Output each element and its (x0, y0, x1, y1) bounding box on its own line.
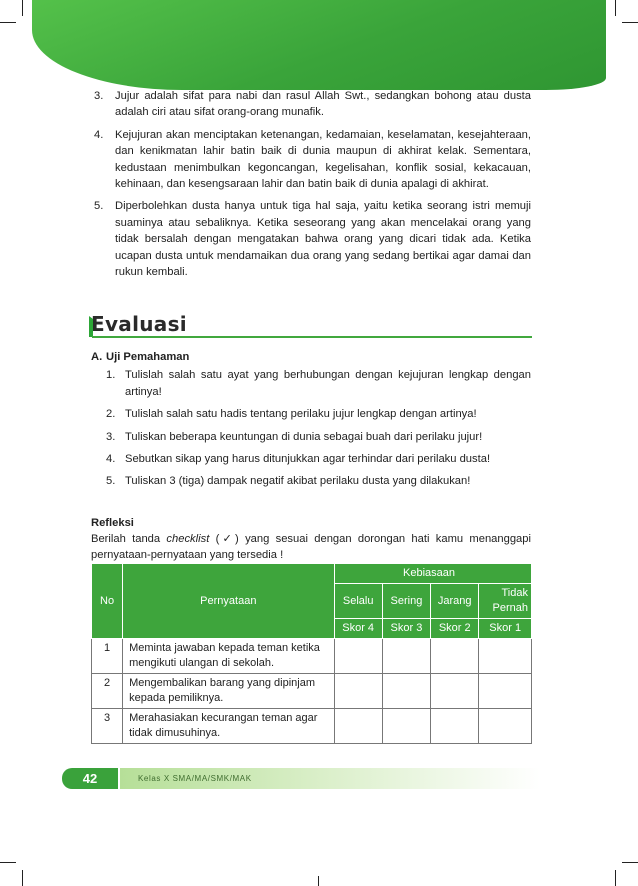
table-row (92, 709, 532, 744)
crop-mark (0, 862, 16, 863)
header-tidak-pernah: Tidak Pernah (479, 584, 532, 619)
checkbox-cell[interactable] (334, 709, 382, 744)
list-item (91, 88, 531, 121)
checkbox-cell[interactable] (479, 639, 532, 674)
item-number: 4. (94, 128, 104, 141)
section-title: Uji Pemahaman (106, 351, 190, 363)
question-number: 3. (106, 430, 116, 443)
header-skor-3: Skor 3 (382, 619, 430, 639)
checkbox-cell[interactable] (382, 639, 430, 674)
heading-divider (160, 336, 532, 338)
uji-pemahaman-section (91, 349, 531, 496)
row-statement: Meminta jawaban kepada teman ketika mengikuti ulangan di sekolah. (123, 639, 334, 674)
book-label: Kelas X SMA/MA/SMK/MAK (138, 774, 252, 783)
checkbox-cell[interactable] (334, 674, 382, 709)
checkbox-cell[interactable] (479, 709, 532, 744)
checkbox-cell[interactable] (431, 674, 479, 709)
kebiasaan-table (91, 563, 532, 744)
question-text: Tulislah salah satu hadis tentang perilaku jujur lengkap dengan artinya! (125, 408, 477, 421)
question-text: Sebutkan sikap yang harus ditunjukkan agar terhindar dari perilaku dusta! (125, 453, 491, 466)
question-number: 4. (106, 453, 116, 466)
header-skor-2: Skor 2 (431, 619, 479, 639)
instruction-text: Berilah tanda (91, 533, 167, 545)
row-statement: Merahasiakan kecurangan teman agar tidak dimusuhinya. (123, 709, 334, 744)
header-jarang: Jarang (431, 584, 479, 619)
continuation-list (91, 88, 531, 286)
table-row (92, 639, 532, 674)
question-item (106, 367, 531, 400)
header-band (32, 0, 606, 90)
checkbox-cell[interactable] (382, 709, 430, 744)
refleksi-title: Refleksi (91, 517, 134, 529)
crop-mark (622, 862, 638, 863)
header-pernyataan: Pernyataan (123, 564, 334, 639)
question-number: 5. (106, 475, 116, 488)
question-text: Tuliskan 3 (tiga) dampak negatif akibat perilaku dusta yang dilakukan! (125, 475, 471, 488)
row-number: 3 (92, 709, 123, 744)
question-text: Tuliskan beberapa keuntungan di dunia sebagai buah dari perilaku jujur! (125, 430, 483, 443)
instruction-italic: checklist (166, 533, 210, 545)
checkbox-cell[interactable] (431, 709, 479, 744)
question-number: 1. (106, 369, 116, 382)
header-skor-1: Skor 1 (479, 619, 532, 639)
question-number: 2. (106, 408, 116, 421)
row-statement: Mengembalikan barang yang dipinjam kepada pemiliknya. (123, 674, 334, 709)
question-item (106, 429, 531, 445)
page-number: 42 (82, 771, 98, 786)
question-list (91, 367, 531, 489)
checkbox-cell[interactable] (334, 639, 382, 674)
instruction-text: (✓) yang sesuai dengan dorongan hati kamu menanggapi pernyataan-pernyataan yang tersedia ! (91, 533, 531, 561)
table-row (92, 674, 532, 709)
crop-mark (622, 22, 638, 23)
checkbox-cell[interactable] (382, 674, 430, 709)
header-no: No (92, 564, 123, 639)
list-item (91, 127, 531, 193)
evaluasi-heading: Evaluasi (91, 312, 187, 336)
crop-mark (615, 0, 616, 16)
item-number: 5. (94, 200, 104, 213)
row-number: 1 (92, 639, 123, 674)
question-item (106, 451, 531, 467)
checkbox-cell[interactable] (479, 674, 532, 709)
header-selalu: Selalu (334, 584, 382, 619)
header-kebiasaan: Kebiasaan (334, 564, 531, 584)
question-item (106, 473, 531, 489)
crop-mark (615, 870, 616, 886)
list-item (91, 198, 531, 280)
crop-mark (22, 0, 23, 16)
refleksi-section (91, 515, 531, 563)
section-heading (91, 349, 531, 365)
item-number: 3. (94, 90, 104, 102)
crop-mark (22, 870, 23, 886)
checkbox-cell[interactable] (431, 639, 479, 674)
crop-mark (0, 22, 16, 23)
refleksi-instruction (91, 531, 531, 563)
item-text: Kejujuran akan menciptakan ketenangan, kedamaian, keselamatan, kesejahteraan, dan kenikmatan lahir batin baik di dunia maupun di akhirat kelak. Sementara, kedustaan menimbulkan kegoncangan, kegelisahan, konflik sosial, kekacauan, kehinaan, dan kesengsaraan lahir dan batin baik di dunia apalagi di akhirat. (115, 128, 531, 191)
section-letter: A. (91, 351, 103, 363)
item-text: Diperbolehkan dusta hanya untuk tiga hal saja, yaitu ketika seorang istri memuji suaminya atau sebaliknya. Ketika seseorang yang akan mencelakai orang yang tidak bersalah dengan mengatakan bahwa orang yang dicari tidak ada. Ketika ucapan dusta untuk mendamaikan dua orang yang sedang bertikai agar damai dan rukun kembali. (115, 200, 531, 279)
crop-mark (318, 876, 319, 886)
row-number: 2 (92, 674, 123, 709)
item-text: Jujur adalah sifat para nabi dan rasul Allah Swt., sedangkan bohong atau dusta adalah ciri atau sifat orang-orang munafik. (115, 90, 531, 119)
header-skor-4: Skor 4 (334, 619, 382, 639)
question-text: Tulislah salah satu ayat yang berhubungan dengan kejujuran lengkap dengan artinya! (125, 369, 531, 398)
question-item (106, 406, 531, 422)
header-sering: Sering (382, 584, 430, 619)
